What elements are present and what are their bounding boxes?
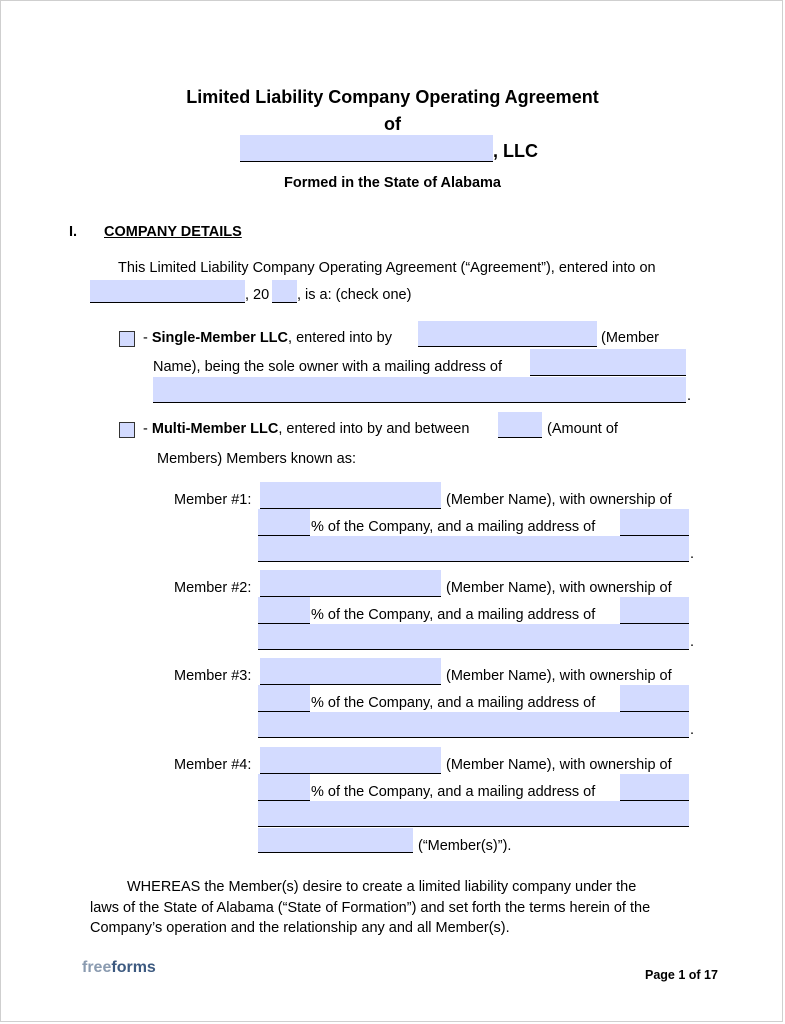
section-heading: COMPANY DETAILS xyxy=(104,224,242,240)
agreement-date-field[interactable] xyxy=(90,280,245,303)
single-member-label: Single-Member LLC xyxy=(151,330,289,346)
member-2-percent-text: % of the Company, and a mailing address of xyxy=(311,607,596,623)
member-2-name-field[interactable] xyxy=(260,570,441,597)
multi-member-label: Multi-Member LLC xyxy=(151,421,279,437)
member-4-address-field-1[interactable] xyxy=(620,774,689,801)
single-address-field-2[interactable] xyxy=(153,377,686,403)
multi-member-line1 xyxy=(143,421,469,437)
member-3-name-text: (Member Name), with ownership of xyxy=(446,668,672,684)
member-3-label: Member #3: xyxy=(174,668,252,684)
member-2-percent-field[interactable] xyxy=(258,597,310,624)
single-period: . xyxy=(687,388,692,404)
llc-suffix: , LLC xyxy=(493,141,538,161)
member-4-name-field[interactable] xyxy=(260,747,441,774)
single-dash: - xyxy=(143,330,152,346)
member-3-address-field-2[interactable] xyxy=(258,712,689,738)
formed-state: Formed in the State of Alabama xyxy=(284,175,501,191)
member-4-address-field-2[interactable] xyxy=(258,801,689,827)
member-count-field[interactable] xyxy=(498,412,542,438)
member-2-address-field-1[interactable] xyxy=(620,597,689,624)
member-3-period: . xyxy=(690,722,695,738)
intro-20: , 20 xyxy=(245,287,270,303)
agreement-year-field[interactable] xyxy=(272,280,297,303)
logo-free: free xyxy=(82,959,112,976)
freeforms-logo xyxy=(82,959,156,977)
member-2-label: Member #2: xyxy=(174,580,252,596)
logo-forms: forms xyxy=(111,959,156,976)
members-closing-field[interactable] xyxy=(258,828,413,853)
member-4-percent-field[interactable] xyxy=(258,774,310,801)
member-1-address-field-1[interactable] xyxy=(620,509,689,536)
member-2-name-text: (Member Name), with ownership of xyxy=(446,580,672,596)
single-member-line1 xyxy=(143,330,392,346)
single-text3: Name), being the sole owner with a mailing address of xyxy=(153,359,502,375)
member-1-percent-text: % of the Company, and a mailing address of xyxy=(311,519,596,535)
multi-member-checkbox[interactable] xyxy=(119,422,135,438)
section-number: I. xyxy=(69,224,78,240)
member-1-percent-field[interactable] xyxy=(258,509,310,536)
member-1-label: Member #1: xyxy=(174,492,252,508)
member-1-address-field-2[interactable] xyxy=(258,536,689,562)
member-1-period: . xyxy=(690,546,695,562)
members-closing-text: (“Member(s)”). xyxy=(418,838,512,854)
single-member-checkbox[interactable] xyxy=(119,331,135,347)
single-member-name-field[interactable] xyxy=(418,321,597,347)
member-3-name-field[interactable] xyxy=(260,658,441,685)
intro-line: This Limited Liability Company Operating Agreement (“Agreement”), entered into on xyxy=(118,260,656,276)
single-text2: (Member xyxy=(601,330,660,346)
member-2-period: . xyxy=(690,634,695,650)
multi-text2: (Amount of xyxy=(547,421,618,437)
title-of: of xyxy=(384,114,401,134)
intro-check-one: , is a: (check one) xyxy=(297,287,412,303)
member-1-name-text: (Member Name), with ownership of xyxy=(446,492,672,508)
whereas-line-1: WHEREAS the Member(s) desire to create a limited liability company under the xyxy=(127,879,637,895)
member-3-percent-text: % of the Company, and a mailing address of xyxy=(311,695,596,711)
whereas-line-2: laws of the State of Alabama (“State of Formation”) and set forth the terms herein of the xyxy=(90,900,651,916)
member-4-label: Member #4: xyxy=(174,757,252,773)
page-number: Page 1 of 17 xyxy=(645,968,718,982)
company-name-field[interactable] xyxy=(240,135,493,162)
member-2-address-field-2[interactable] xyxy=(258,624,689,650)
single-text1: , entered into by xyxy=(288,330,393,346)
member-4-name-text: (Member Name), with ownership of xyxy=(446,757,672,773)
multi-text1: , entered into by and between xyxy=(278,421,470,437)
multi-text3: Members) Members known as: xyxy=(157,451,357,467)
document-title: Limited Liability Company Operating Agreement xyxy=(186,87,599,107)
member-3-percent-field[interactable] xyxy=(258,685,310,712)
member-4-percent-text: % of the Company, and a mailing address of xyxy=(311,784,596,800)
single-address-field-1[interactable] xyxy=(530,349,686,376)
multi-dash: - xyxy=(143,421,152,437)
member-3-address-field-1[interactable] xyxy=(620,685,689,712)
member-1-name-field[interactable] xyxy=(260,482,441,509)
whereas-line-3: Company’s operation and the relationship any and all Member(s). xyxy=(90,920,510,936)
